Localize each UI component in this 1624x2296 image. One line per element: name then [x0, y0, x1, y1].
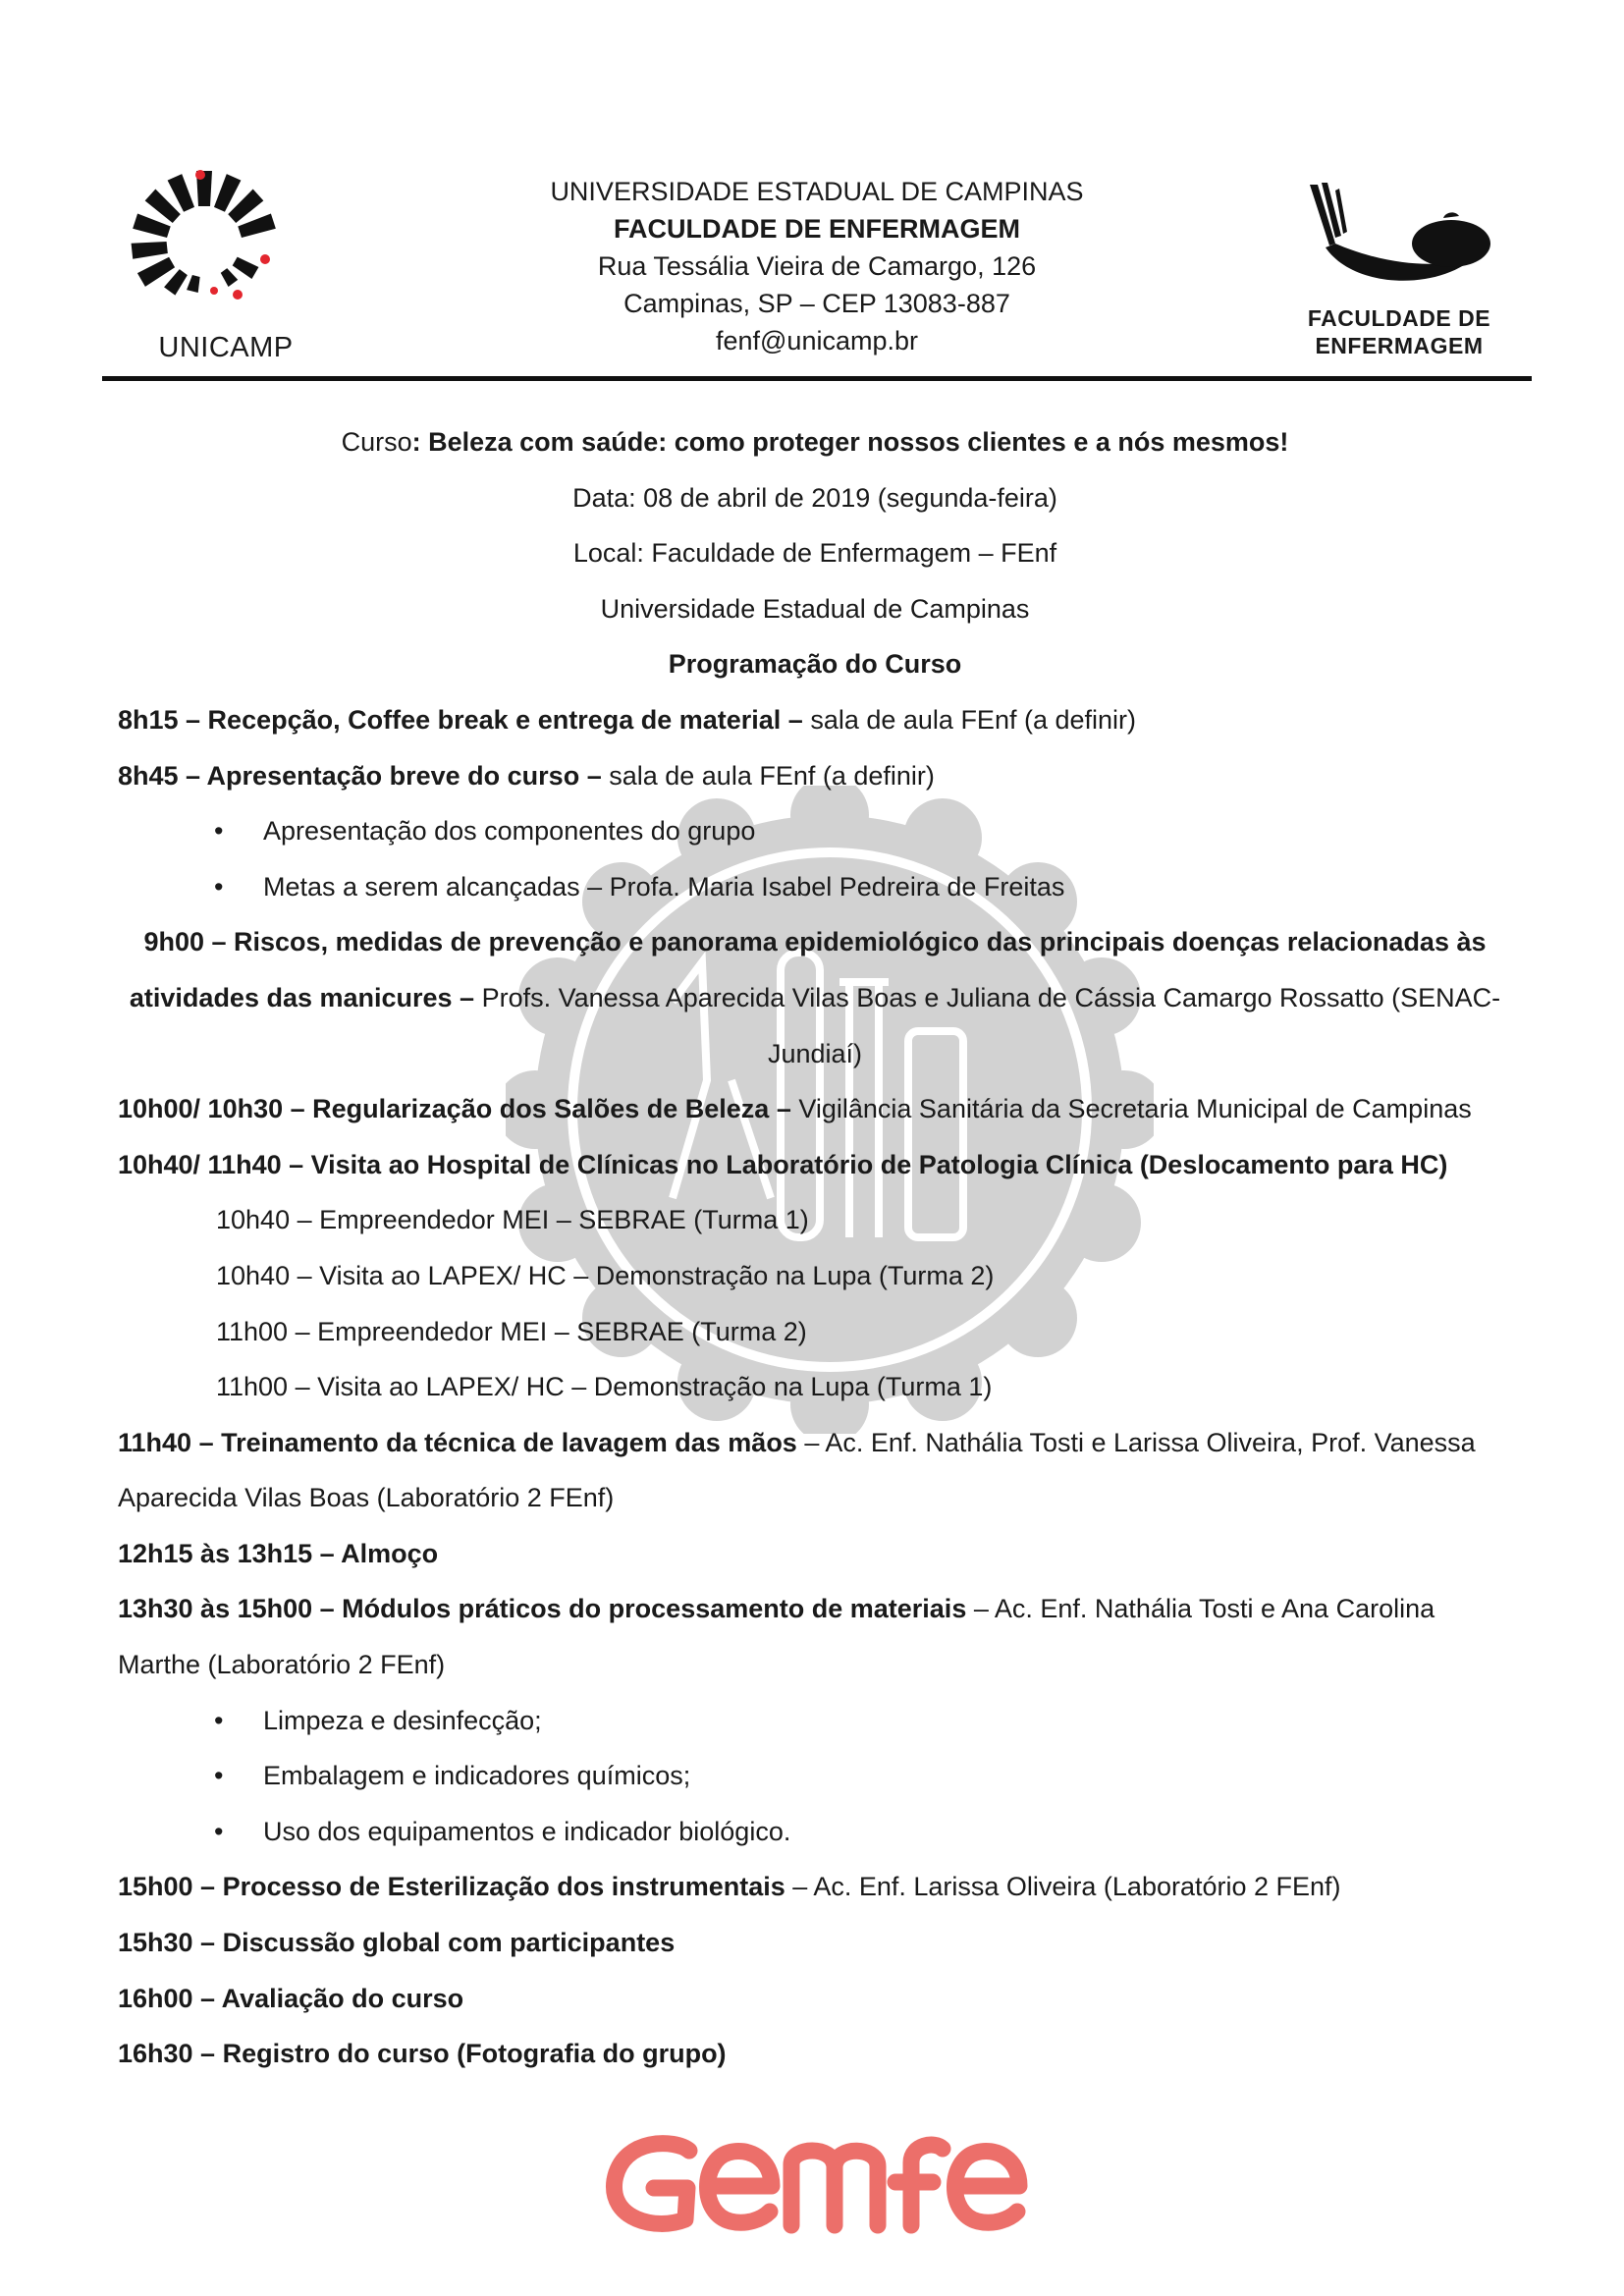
gemfe-logo-icon: [599, 2129, 1031, 2237]
institution-info: [397, 173, 1237, 359]
header-divider: [102, 376, 1532, 381]
schedule-item: 8h45 – Apresentação breve do curso – sala de aula FEnf (a definir): [118, 760, 935, 791]
schedule-item: 8h15 – Recepção, Coffee break e entrega de material – sala de aula FEnf (a definir): [118, 704, 1137, 735]
fenf-logo: [1286, 175, 1512, 371]
list-item: 10h40 – Visita ao LAPEX/ HC – Demonstração na Lupa (Turma 2): [216, 1260, 995, 1290]
list-item: • Limpeza e desinfecção;: [118, 1693, 1512, 1749]
list-item: • Uso dos equipamentos e indicador biológico.: [118, 1804, 1512, 1860]
schedule-item: 16h30 – Registro do curso (Fotografia do grupo): [118, 2039, 727, 2069]
unicamp-logo: [118, 167, 314, 363]
list-item: • Apresentação dos componentes do grupo: [118, 803, 1512, 859]
fenf-label: FACULDADE DE ENFERMAGEM: [1307, 305, 1491, 358]
list-item: 10h40 – Empreendedor MEI – SEBRAE (Turma 1): [216, 1205, 809, 1235]
course-location: Local: Faculdade de Enfermagem – FEnf: [572, 538, 1057, 569]
list-item: • Embalagem e indicadores químicos;: [118, 1748, 1512, 1804]
schedule-item: 15h00 – Processo de Esterilização dos instrumentais – Ac. Enf. Larissa Oliveira (Laboratório 2 FEnf): [118, 1872, 1341, 1902]
schedule-item: 9h00 – Riscos, medidas de prevenção e panorama epidemiológico das principais doenças relacionadas às atividades das manicures – Profs. Vanessa Aparecida Vilas Boas e Juliana de Cássia Camargo Rossatto (SENAC-Jundiaí): [129, 927, 1501, 1068]
list-item: 11h00 – Visita ao LAPEX/ HC – Demonstração na Lupa (Turma 1): [216, 1372, 993, 1402]
city-address: Campinas, SP – CEP 13083-887: [623, 289, 1010, 318]
schedule-item: 10h00/ 10h30 – Regularização dos Salões de Beleza – Vigilância Sanitária da Secretaria Municipal de Campinas: [118, 1094, 1472, 1124]
unicamp-emblem-icon: [128, 167, 295, 324]
university-name: UNIVERSIDADE ESTADUAL DE CAMPINAS: [550, 177, 1084, 206]
program-heading: Programação do Curso: [668, 649, 962, 680]
faculty-name: FACULDADE DE ENFERMAGEM: [613, 214, 1020, 244]
schedule-item: 10h40/ 11h40 – Visita ao Hospital de Clínicas no Laboratório de Patologia Clínica (Deslocamento para HC): [118, 1149, 1448, 1179]
course-university: Universidade Estadual de Campinas: [600, 593, 1030, 624]
schedule-item: 13h30 às 15h00 – Módulos práticos do processamento de materiais – Ac. Enf. Nathália Tosti e Ana Carolina Marthe (Laboratório 2 FEnf): [118, 1594, 1435, 1680]
unicamp-label: UNICAMP: [158, 332, 294, 363]
schedule-item: 11h40 – Treinamento da técnica de lavagem das mãos – Ac. Enf. Nathália Tosti e Larissa Oliveira, Prof. Vanessa Aparecida Vilas Boas (Laboratório 2 FEnf): [118, 1427, 1476, 1513]
oil-lamp-icon: [1296, 175, 1502, 302]
email-address: fenf@unicamp.br: [715, 326, 918, 355]
schedule-item: 16h00 – Avaliação do curso: [118, 1983, 464, 2013]
course-title: Curso: Beleza com saúde: como proteger nossos clientes e a nós mesmos!: [341, 427, 1289, 457]
schedule-item: 12h15 às 13h15 – Almoço: [118, 1538, 439, 1568]
course-date: Data: 08 de abril de 2019 (segunda-feira): [572, 482, 1057, 513]
letterhead: [102, 157, 1532, 383]
street-address: Rua Tessália Vieira de Camargo, 126: [597, 251, 1037, 281]
schedule-item: 15h30 – Discussão global com participantes: [118, 1928, 676, 1958]
list-item: • Metas a serem alcançadas – Profa. Maria Isabel Pedreira de Freitas: [118, 859, 1512, 915]
course-program: [118, 414, 1512, 2082]
list-item: 11h00 – Empreendedor MEI – SEBRAE (Turma 2): [216, 1316, 807, 1346]
